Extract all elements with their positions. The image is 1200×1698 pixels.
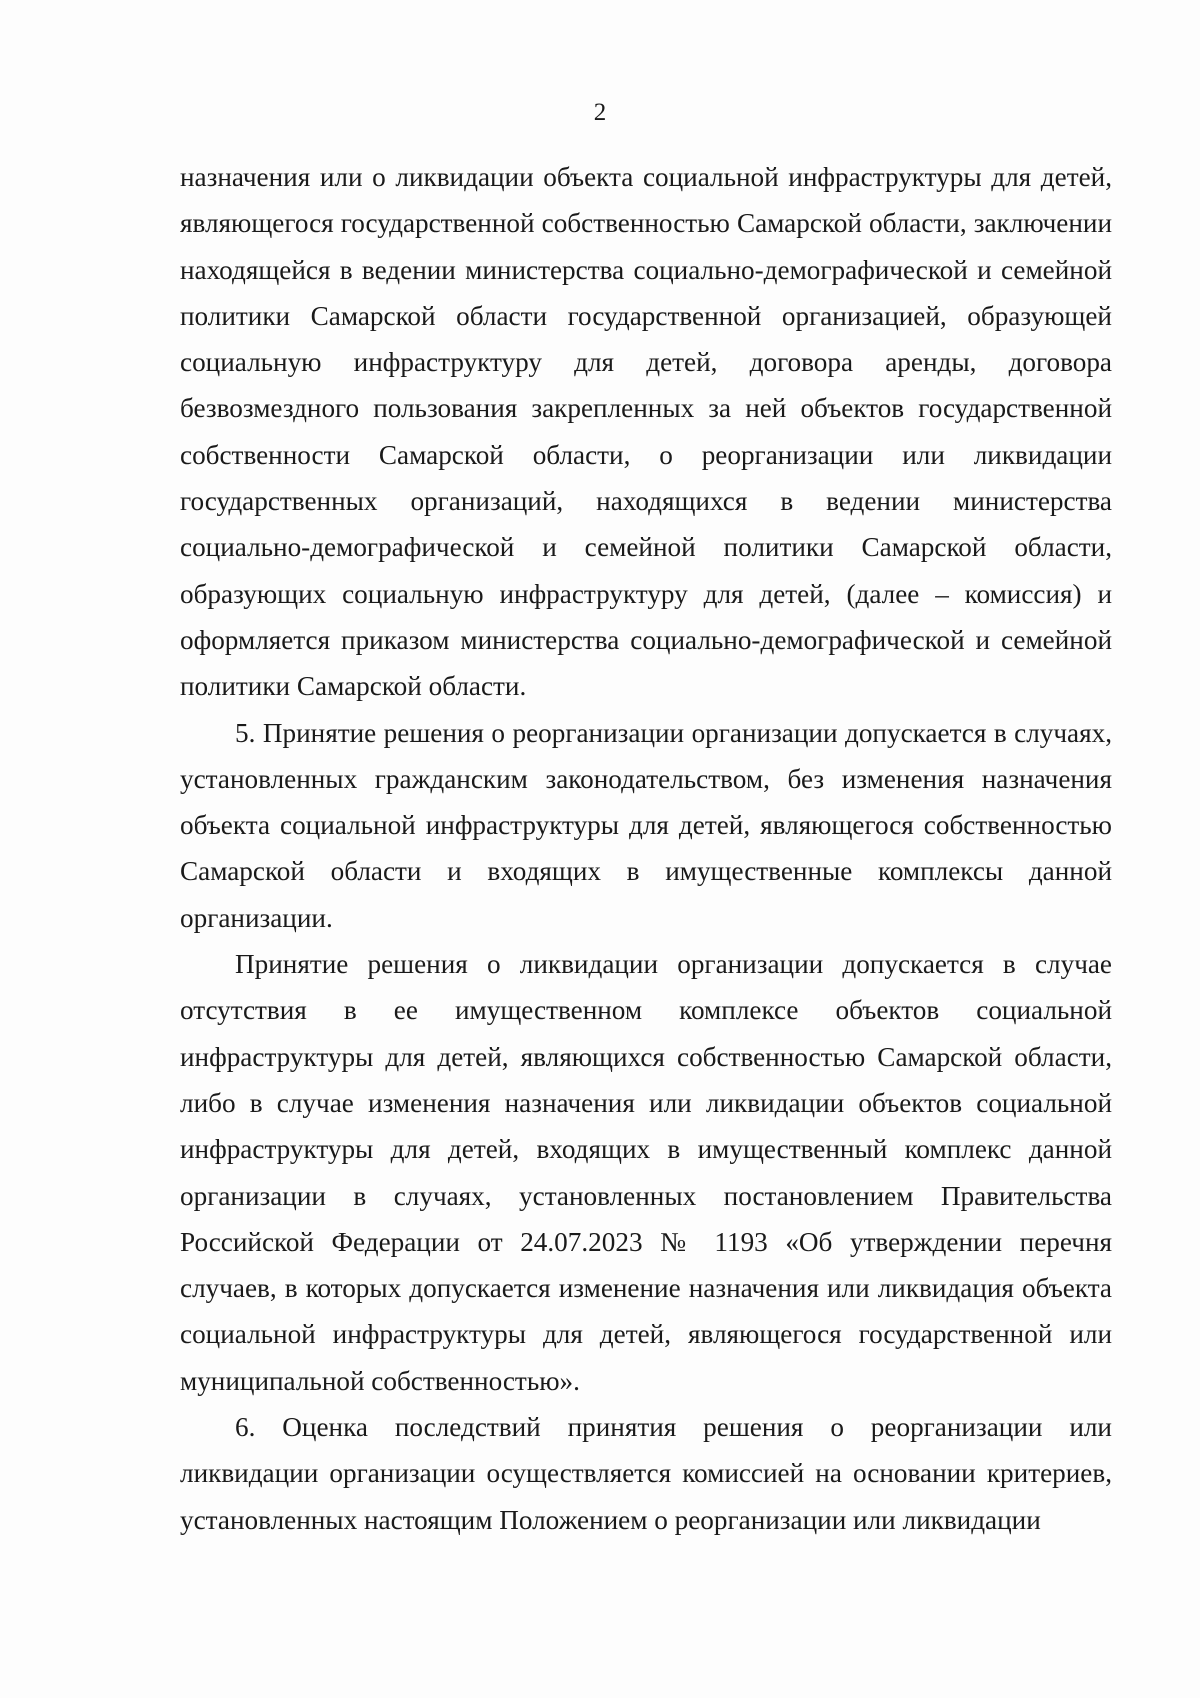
document-body (180, 154, 1112, 1543)
paragraph-item-5: 5. Принятие решения о реорганизации организации допускается в случаях, установленных гражданским законодательством, без изменения назначения объекта социальной инфраструктуры для детей, являющегося собственностью Самарской области и входящих в имущественные комплексы данной организации. (180, 717, 1112, 933)
paragraph-continuation: назначения или о ликвидации объекта социальной инфраструктуры для детей, являющегося государственной собственностью Самарской области, заключении находящейся в ведении министерства социально-демографической и семейной политики Самарской области государственной организацией, образующей социальную инфраструктуру для детей, договора аренды, договора безвозмездного пользования закрепленных за ней объектов государственной собственности Самарской области, о реорганизации или ликвидации государственных организаций, находящихся в ведении министерства социально-демографической и семейной политики Самарской области, образующих социальную инфраструктуру для детей, (далее – комиссия) и оформляется приказом министерства социально-демографической и семейной политики Самарской области. (180, 162, 1112, 702)
paragraph-item-6: 6. Оценка последствий принятия решения о реорганизации или ликвидации организации осуществляется комиссией на основании критериев, установленных настоящим Положением о реорганизации или ликвидации (180, 1412, 1112, 1535)
paragraph-liquidation-conditions: Принятие решения о ликвидации организации допускается в случае отсутствия в ее имущественном комплексе объектов социальной инфраструктуры для детей, являющихся собственностью Самарской области, либо в случае изменения назначения или ликвидации объектов социальной инфраструктуры для детей, входящих в имущественный комплекс данной организации в случаях, установленных постановлением Правительства Российской Федерации от 24.07.2023 № 1193 «Об утверждении перечня случаев, в которых допускается изменение назначения или ликвидация объекта социальной инфраструктуры для детей, являющегося государственной или муниципальной собственностью». (180, 949, 1112, 1396)
page-number: 2 (593, 99, 607, 126)
